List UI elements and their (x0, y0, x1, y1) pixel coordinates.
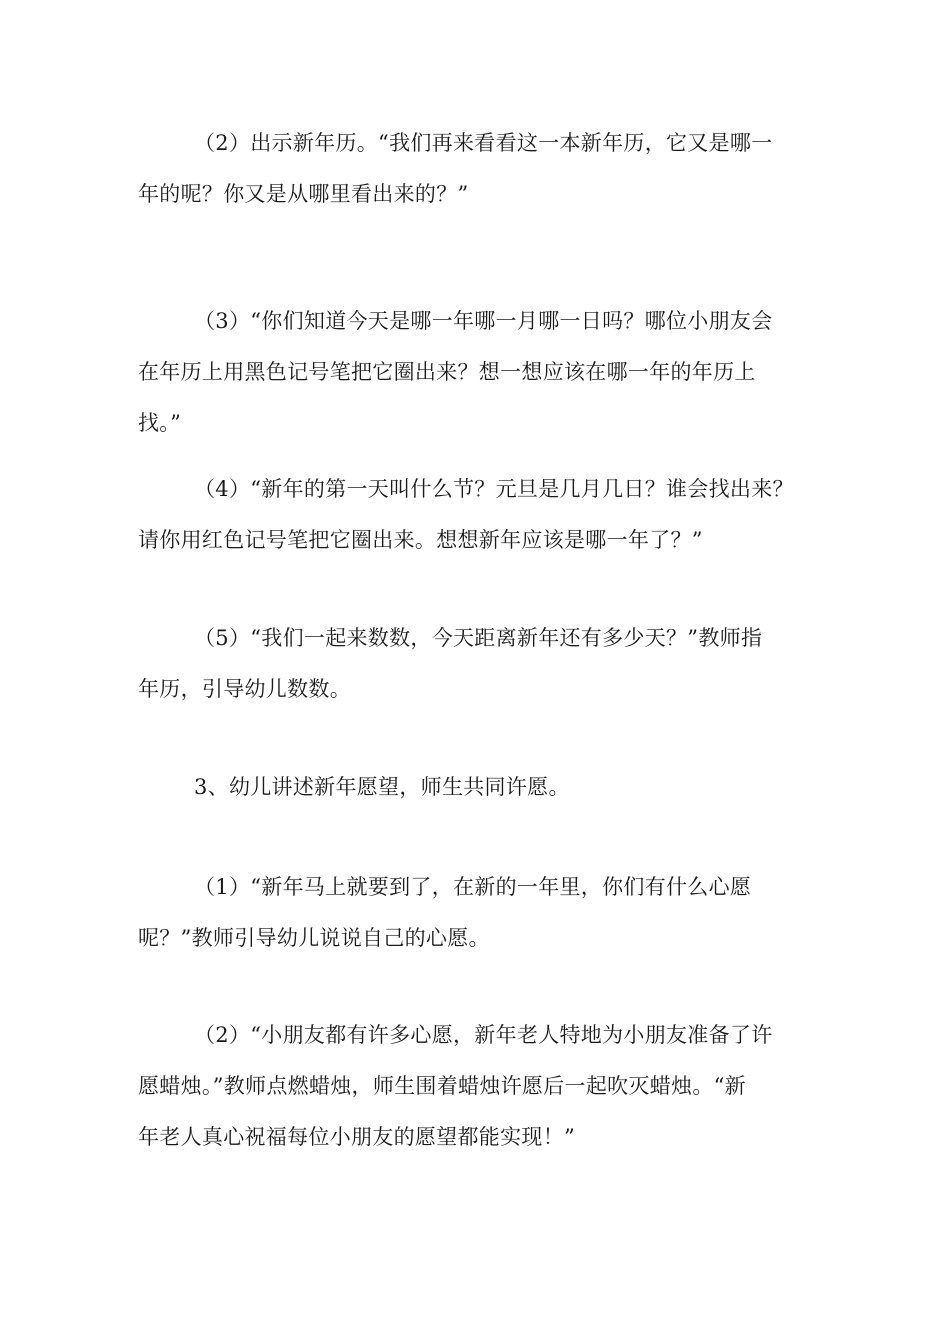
text-line: （4）“新年的第一天叫什么节？元旦是几月几日？谁会找出来？ (194, 477, 794, 501)
text-line: 年老人真心祝福每位小朋友的愿望都能实现！” (138, 1125, 576, 1149)
text-line: 找。” (138, 411, 182, 435)
text-line: （2）出示新年历。“我们再来看看这一本新年历，它又是哪一 (194, 131, 773, 155)
text-line: 年历，引导幼儿数数。 (138, 677, 351, 701)
text-line: （3）“你们知道今天是哪一年哪一月哪一日吗？哪位小朋友会 (194, 309, 773, 333)
text-line: （1）“新年马上就要到了，在新的一年里，你们有什么心愿 (194, 875, 752, 899)
text-line: 呢？”教师引导幼儿说说自己的心愿。 (138, 926, 490, 950)
text-line: 请你用红色记号笔把它圈出来。想想新年应该是哪一年了？” (138, 528, 703, 552)
text-line: 在年历上用黑色记号笔把它圈出来？想一想应该在哪一年的年历上 (138, 360, 756, 384)
paragraph-new-year-day (138, 464, 838, 566)
text-line: （2）“小朋友都有许多心愿，新年老人特地为小朋友准备了许 (194, 1023, 773, 1047)
paragraph-find-today (138, 296, 838, 449)
text-line: 3、幼儿讲述新年愿望，师生共同许愿。 (194, 775, 570, 799)
section-heading-wishes (138, 762, 838, 813)
text-line: （5）“我们一起来数数，今天距离新年还有多少天？”教师指 (194, 626, 763, 650)
text-line: 愿蜡烛。”教师点燃蜡烛，师生围着蜡烛许愿后一起吹灭蜡烛。“新 (138, 1074, 746, 1098)
paragraph-show-new-calendar (138, 118, 838, 220)
paragraph-count-days (138, 613, 838, 715)
text-line: 年的呢？你又是从哪里看出来的？” (138, 182, 469, 206)
paragraph-wish-candles (138, 1010, 838, 1163)
paragraph-share-wishes (138, 862, 838, 964)
